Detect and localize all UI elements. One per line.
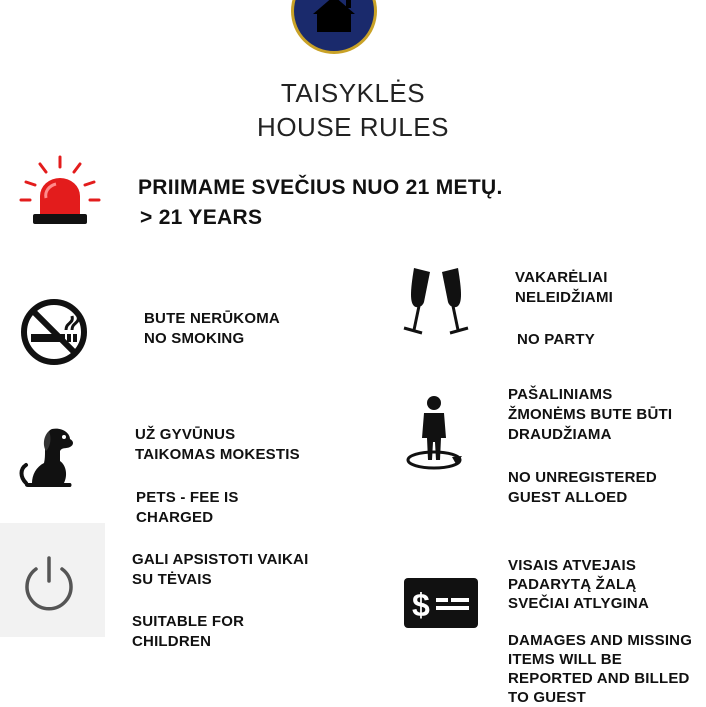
champagne-glasses-icon	[398, 262, 474, 342]
title-lithuanian: TAISYKLĖS	[280, 78, 426, 108]
no-smoking-text: BUTE NERŪKOMA NO SMOKING	[144, 310, 280, 347]
person-rotate-icon	[404, 394, 464, 476]
damages-lt: VISAIS ATVEJAIS PADARYTĄ ŽALĄ SVEČIAI ATLYGINA	[508, 557, 649, 612]
power-icon[interactable]	[22, 555, 76, 611]
age-rule-en: > 21 YEARS	[140, 206, 263, 229]
no-party-en: NO PARTY	[517, 331, 595, 348]
age-rule-lt: PRIIMAME SVEČIUS NUO 21 METŲ.	[138, 176, 503, 199]
bill-dollar-icon	[404, 578, 478, 628]
no-guests-lt: PAŠALINIAMS ŽMONĖMS BUTE BŪTI DRAUDŽIAMA	[508, 386, 673, 443]
svg-text:$: $	[412, 587, 430, 623]
no-party-lt: VAKARĖLIAI NELEIDŽIAMI	[515, 269, 614, 306]
title-english: HOUSE RULES	[257, 112, 449, 142]
dog-icon	[18, 425, 78, 489]
pets-fee-en: PETS - FEE IS CHARGED	[136, 489, 239, 526]
no-guests-en: NO UNREGISTERED GUEST ALLOED	[508, 469, 657, 506]
no-smoking-icon	[18, 292, 90, 372]
children-lt: GALI APSISTOTI VAIKAI SU TĖVAIS	[132, 551, 309, 588]
damages-en: DAMAGES AND MISSING ITEMS WILL BE REPORTED AND BILLED TO GUEST	[508, 632, 693, 706]
house-logo-icon	[289, 0, 379, 56]
pets-fee-lt: UŽ GYVŪNUS TAIKOMAS MOKESTIS	[135, 426, 300, 463]
alarm-siren-icon	[18, 154, 102, 228]
children-en: SUITABLE FOR CHILDREN	[132, 613, 245, 650]
